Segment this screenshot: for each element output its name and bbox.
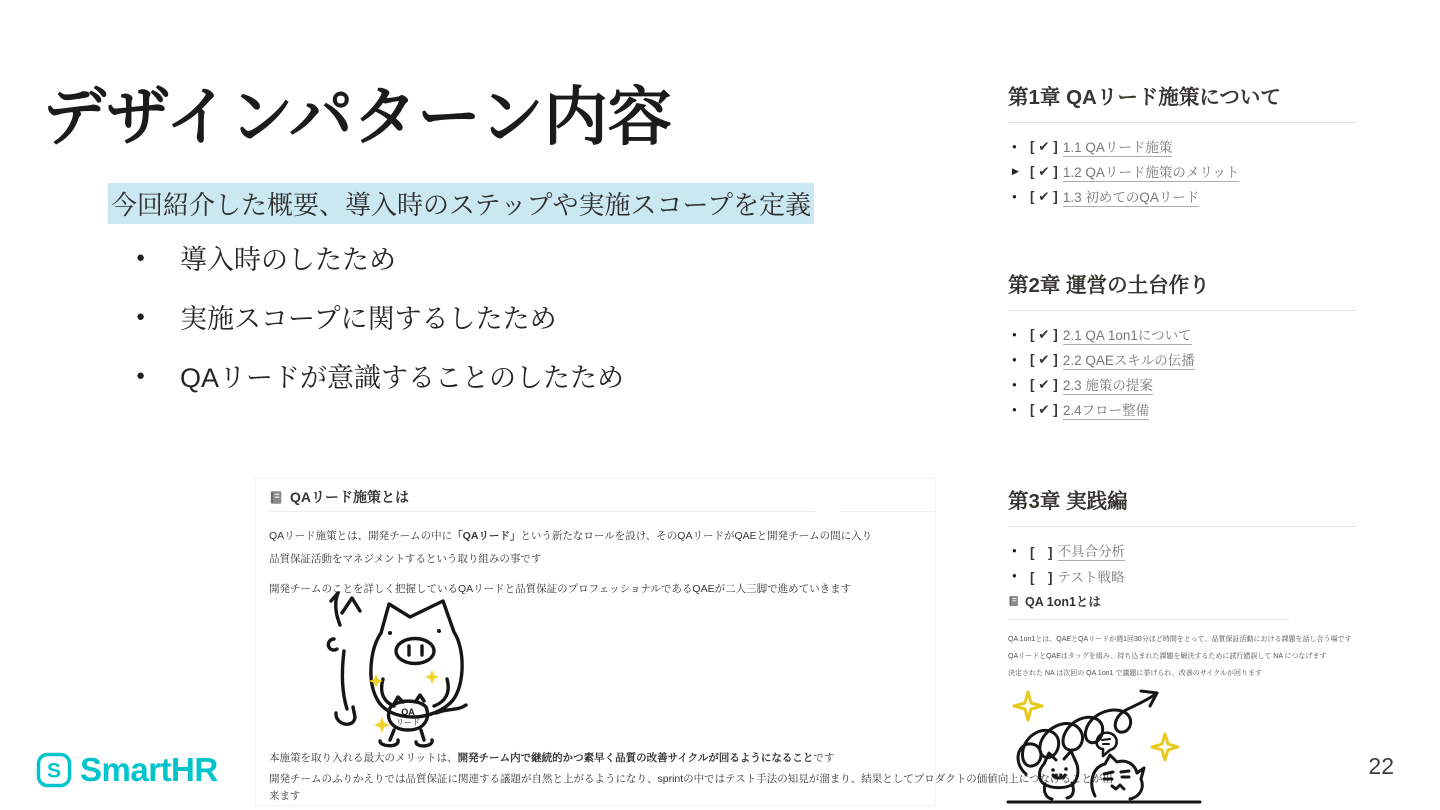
page-number: 22 [1368, 753, 1394, 779]
pigs-illustration [326, 589, 491, 749]
toggle-triangle-icon[interactable]: ▶ [1012, 166, 1019, 176]
divider [1008, 310, 1356, 311]
toc-item [1008, 538, 1356, 563]
checkbox-checked-icon: [ ✔ ] [1030, 326, 1058, 342]
page-title: デザインパターン内容 [42, 81, 672, 153]
toc-item [1008, 347, 1356, 372]
bullet-icon: ● [1012, 355, 1017, 364]
bullet-icon: ● [136, 307, 146, 325]
checkbox-unchecked-icon: [ ] [1030, 544, 1053, 560]
toc-link[interactable]: 2.3 施策の提案 [1063, 374, 1153, 395]
chapter-heading: 第1章 QAリード施策について [1008, 86, 1281, 109]
divider [1008, 619, 1289, 620]
smarthr-s-icon [36, 752, 72, 788]
doc-paragraph: 本施策を取り入れる最大のメリットは、開発チーム内で継続的かつ素早く品質の改善サイクルが回るようになることです [269, 752, 835, 764]
list-item [136, 241, 624, 273]
toc-item [1008, 159, 1356, 184]
chapter-heading: 第3章 実践編 [1008, 490, 1128, 513]
bullet-icon: ● [1012, 546, 1017, 555]
toc-link[interactable]: 2.4フロー整備 [1063, 399, 1149, 420]
pig-label-line1: QA [401, 707, 415, 717]
bullet-text: 実施スコープに関するしたため [180, 303, 557, 334]
checkbox-checked-icon: [ ✔ ] [1030, 188, 1058, 204]
toc-item [1008, 134, 1356, 159]
bullet-text: QAリードが意識することのしたため [180, 362, 625, 393]
checkbox-checked-icon: [ ✔ ] [1030, 376, 1058, 392]
toc-item [1008, 372, 1356, 397]
list-item [136, 300, 624, 332]
doc-paragraph: QAリード施策とは、開発チームの中に「QAリード」という新たなロールを設け、そのQAリードがQAEと開発チームの間に入り [269, 530, 873, 542]
doc-paragraph: 品質保証活動をマネジメントするという取り組みの事です [269, 553, 542, 565]
journal-icon [269, 490, 284, 505]
smarthr-logo [36, 751, 218, 789]
spring-arrow-illustration [1000, 668, 1210, 810]
svg-text:S: S [46, 759, 62, 783]
toc-link[interactable]: 1.3 初めてのQAリード [1063, 186, 1200, 207]
toc-text: テスト戦略 [1057, 569, 1125, 585]
toc-item [1008, 184, 1356, 209]
checkbox-checked-icon: [ ✔ ] [1030, 351, 1058, 367]
divider [1008, 122, 1356, 123]
bullet-text: 導入時のしたため [180, 244, 396, 275]
divider [269, 511, 815, 512]
doc-paragraph: QAリードとQAEはタッグを組み、持ち込まれた課題を解決するために試行錯誤して NA につなげます [1008, 653, 1327, 660]
doc-paragraph: 開発チームのことを詳しく把握しているQAリードと品質保証のプロフェッショナルであるQAEが二人三脚で進めていきます [269, 583, 852, 595]
divider [840, 511, 934, 512]
bullet-icon: ● [1012, 380, 1017, 389]
bullet-list [136, 241, 624, 418]
bullet-icon: ● [1012, 571, 1017, 580]
brand-wordmark: SmartHR [80, 751, 218, 788]
bullet-icon: ● [1012, 405, 1017, 414]
list-item [136, 359, 624, 391]
doc-title: QAリード施策とは [290, 489, 409, 505]
chapter-1-block [1008, 80, 1356, 209]
toc-link[interactable]: 2.2 QAEスキルの伝播 [1063, 349, 1195, 370]
pig-label-line2: リード [396, 718, 420, 727]
bullet-icon: ● [136, 248, 146, 266]
toc-link[interactable]: 1.1 QAリード施策 [1063, 136, 1173, 157]
subtitle-highlighted: 今回紹介した概要、導入時のステップや実施スコープを定義 [108, 183, 814, 224]
checkbox-checked-icon: [ ✔ ] [1030, 163, 1058, 179]
bullet-icon: ● [136, 366, 146, 384]
checkbox-checked-icon: [ ✔ ] [1030, 401, 1058, 417]
doc-header [1008, 592, 1356, 610]
toc-item [1008, 397, 1356, 422]
doc-paragraph: QA 1on1とは、QAEとQAリードが週1回30分ほど時間をとって、品質保証活動における課題を話し合う場です [1008, 636, 1352, 643]
checkbox-checked-icon: [ ✔ ] [1030, 138, 1058, 154]
journal-icon [1008, 595, 1020, 607]
bullet-icon: ● [1012, 330, 1017, 339]
toc-link[interactable]: 1.2 QAリード施策のメリット [1063, 161, 1239, 182]
doc-paragraph: 決定された NA は次回の QA 1on1 で議題に挙げられ、改善のサイクルが回ります [1008, 670, 1262, 677]
divider [1008, 526, 1356, 527]
bullet-icon: ● [1012, 192, 1017, 201]
doc-title: QA 1on1とは [1025, 595, 1101, 609]
toc-link[interactable]: 不具合分析 [1058, 540, 1126, 561]
doc-paragraph: 来ます [269, 790, 301, 802]
toc-item [1008, 563, 1356, 588]
chapter-2-block [1008, 268, 1356, 422]
doc-header [269, 487, 409, 507]
checkbox-unchecked-icon: [ ] [1030, 569, 1053, 585]
chapter-3-block [1008, 484, 1356, 588]
doc-paragraph: 開発チームのふりかえりでは品質保証に関連する議題が自然と上がるようになり、sprintの中ではテスト手法の知見が溜まり、結果としてプロダクトの価値向上につなげることが出 [269, 773, 1114, 785]
toc-link[interactable]: 2.1 QA 1on1について [1063, 324, 1192, 345]
bullet-icon: ● [1012, 142, 1017, 151]
chapter-heading: 第2章 運営の土台作り [1008, 274, 1210, 297]
table-of-contents [1008, 0, 1356, 810]
toc-item [1008, 322, 1356, 347]
